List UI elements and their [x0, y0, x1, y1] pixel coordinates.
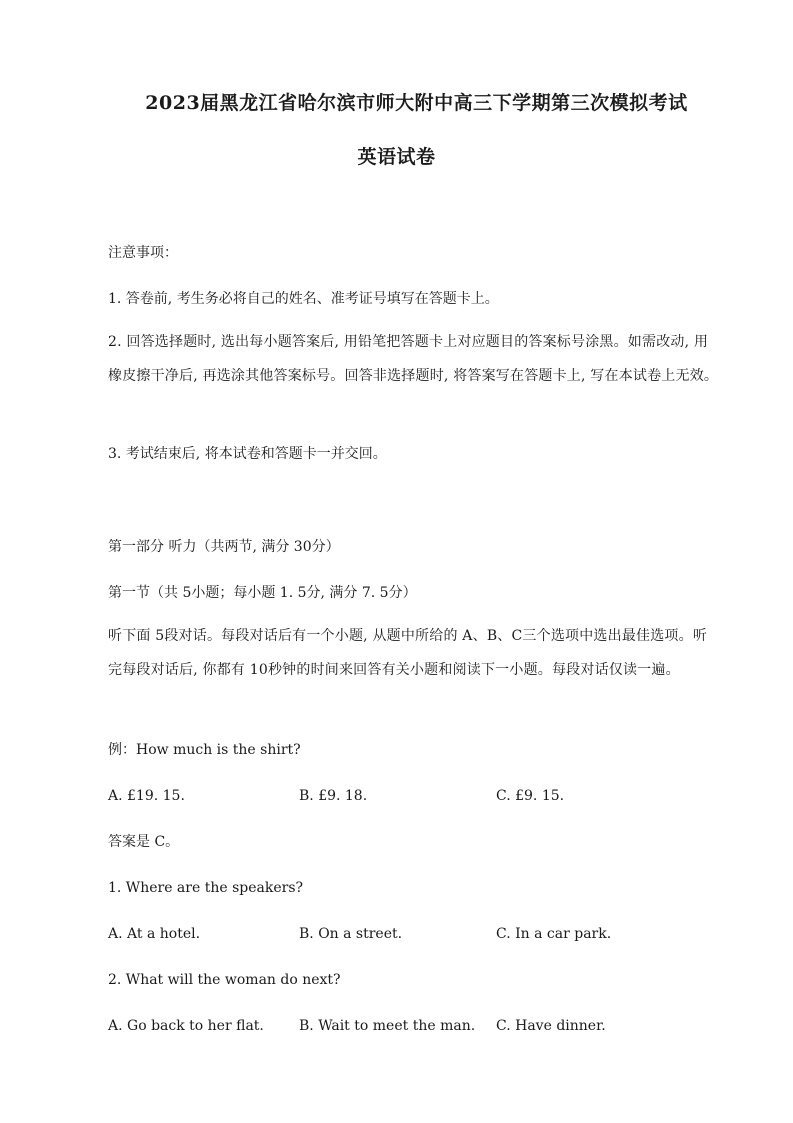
notice-item-3: 3. 考试结束后, 将本试卷和答题卡一并交回。	[108, 446, 387, 462]
question-2-option-a: A. Go back to her flat.	[108, 1018, 264, 1034]
exam-title: 2023届黑龙江省哈尔滨市师大附中高三下学期第三次模拟考试	[145, 92, 688, 114]
question-1: 1. Where are the speakers?	[108, 880, 304, 896]
example-question: 例：How much is the shirt?	[108, 742, 301, 758]
exam-subtitle: 英语试卷	[357, 146, 436, 168]
section1-instructions: 听下面 5段对话。每段对话后有一个小题, 从题中所给的 A、B、C三个选项中选出最佳选项。听完每段对话后, 你都有 10秒钟的时间来回答有关小题和阅读下一小题。每段对话仅读一遍。	[108, 628, 708, 678]
question-1-option-a: A. At a hotel.	[108, 926, 201, 942]
question-1-option-c: C. In a car park.	[496, 926, 612, 942]
part1-heading: 第一部分 听力（共两节, 满分 30分）	[108, 539, 340, 555]
example-option-a: A. £19. 15.	[108, 788, 185, 804]
question-2: 2. What will the woman do next?	[108, 972, 341, 988]
notice-heading: 注意事项：	[108, 245, 178, 261]
example-answer: 答案是 C。	[108, 834, 180, 850]
notice-item-1: 1. 答卷前, 考生务必将自己的姓名、准考证号填写在答题卡上。	[108, 291, 499, 307]
question-2-option-b: B. Wait to meet the man.	[299, 1018, 476, 1034]
example-option-c: C. £9. 15.	[496, 788, 565, 804]
example-option-b: B. £9. 18.	[299, 788, 368, 804]
question-2-option-c: C. Have dinner.	[496, 1018, 606, 1034]
question-1-option-b: B. On a street.	[299, 926, 403, 942]
notice-item-2: 2. 回答选择题时, 选出每小题答案后, 用铅笔把答题卡上对应题目的答案标号涂黑。如需改动, 用橡皮擦干净后, 再选涂其他答案标号。回答非选择题时, 将答案写在答题卡上, 写在本试卷上无效。	[108, 334, 719, 384]
section1-heading: 第一节（共 5小题；每小题 1. 5分, 满分 7. 5分）	[108, 585, 417, 601]
